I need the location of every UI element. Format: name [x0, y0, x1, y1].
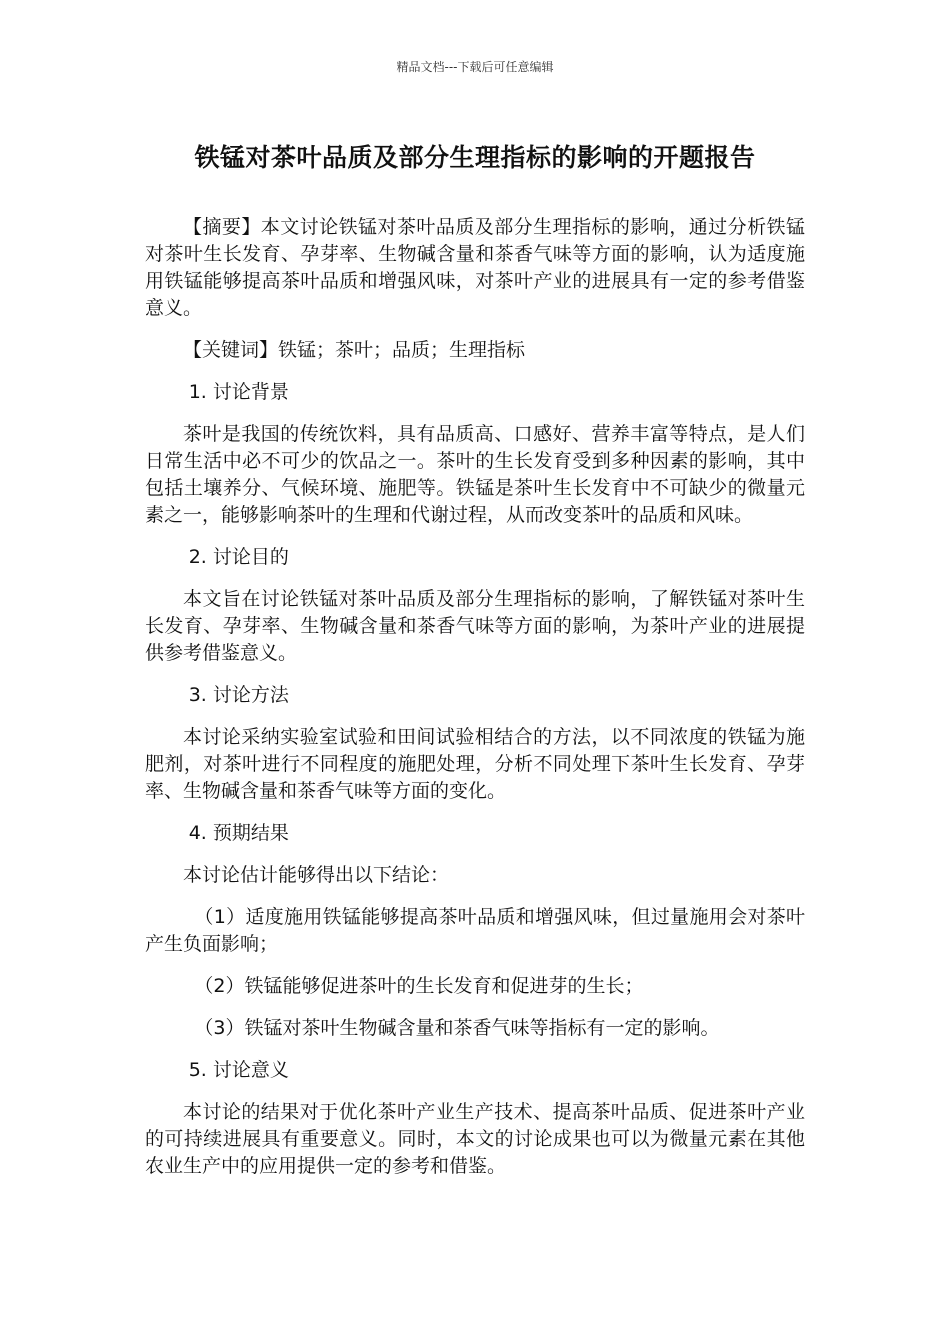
section-heading-method: 3. 讨论方法: [188, 684, 289, 706]
section-paragraph-significance: 本讨论的结果对于优化茶叶产业生产技术、提高茶叶品质、促进茶叶产业的可持续进展具有重要意义。同时，本文的讨论成果也可以为微量元素在其他农业生产中的应用提供一定的参考和借鉴。: [145, 1101, 805, 1177]
result-list-item: （2）铁锰能够促进茶叶的生长发育和促进芽的生长；: [194, 975, 644, 997]
abstract-paragraph: 【摘要】本文讨论铁锰对茶叶品质及部分生理指标的影响，通过分析铁锰对茶叶生长发育、孕芽率、生物碱含量和茶香气味等方面的影响，认为适度施用铁锰能够提高茶叶品质和增强风味，对茶叶产业的进展具有一定的参考借鉴意义。: [145, 216, 805, 319]
section-paragraph-background: 茶叶是我国的传统饮料，具有品质高、口感好、营养丰富等特点，是人们日常生活中必不可少的饮品之一。茶叶的生长发育受到多种因素的影响，其中包括土壤养分、气候环境、施肥等。铁锰是茶叶生长发育中不可缺少的微量元素之一，能够影响茶叶的生理和代谢过程，从而改变茶叶的品质和风味。: [145, 423, 805, 526]
section-heading-purpose: 2. 讨论目的: [188, 546, 289, 568]
result-list-item: （3）铁锰对茶叶生物碱含量和茶香气味等指标有一定的影响。: [194, 1017, 720, 1039]
document-body: [145, 214, 805, 1195]
section-heading-background: 1. 讨论背景: [188, 381, 289, 403]
header-watermark: 精品文档---下载后可任意编辑: [396, 60, 554, 74]
section-paragraph-expected-results: 本讨论估计能够得出以下结论：: [183, 864, 450, 886]
section-paragraph-method: 本讨论采纳实验室试验和田间试验相结合的方法，以不同浓度的铁锰为施肥剂，对茶叶进行不同程度的施肥处理，分析不同处理下茶叶生长发育、孕芽率、生物碱含量和茶香气味等方面的变化。: [145, 726, 805, 802]
keywords-paragraph: 【关键词】铁锰；茶叶；品质；生理指标: [183, 339, 526, 361]
section-heading-expected-results: 4. 预期结果: [188, 822, 289, 844]
section-paragraph-purpose: 本文旨在讨论铁锰对茶叶品质及部分生理指标的影响，了解铁锰对茶叶生长发育、孕芽率、生物碱含量和茶香气味等方面的影响，为茶叶产业的进展提供参考借鉴意义。: [145, 588, 805, 664]
document-title: 铁锰对茶叶品质及部分生理指标的影响的开题报告: [194, 143, 756, 172]
section-heading-significance: 5. 讨论意义: [188, 1059, 289, 1081]
result-list-item: （1）适度施用铁锰能够提高茶叶品质和增强风味，但过量施用会对茶叶产生负面影响；: [145, 906, 805, 955]
